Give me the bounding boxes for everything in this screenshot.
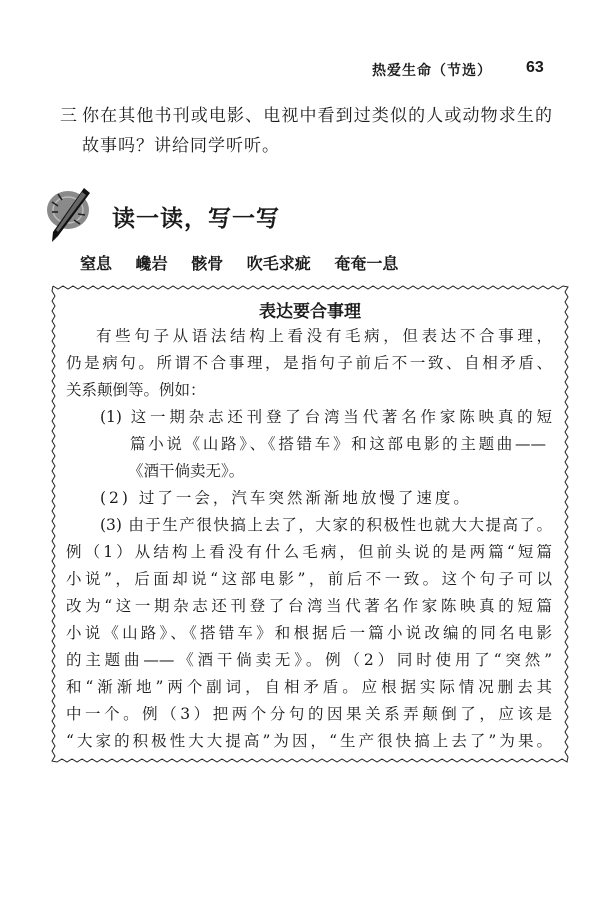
box-text-line: (2) 过了一会，汽车突然渐渐地放慢了速度。 [100, 489, 472, 507]
box-text-line: 关系颠倒等。例如： [66, 381, 206, 399]
vocab-list [80, 251, 416, 274]
box-text-line: 小说《山路》、《搭错车》和根据后一篇小说改编的同名电影 [66, 624, 552, 642]
question-number: 三 [60, 106, 77, 126]
vocab-word: 窒息 [80, 254, 113, 273]
box-text-line: (1) 这一期杂志还刊登了台湾当代著名作家陈映真的短 [100, 408, 552, 426]
page-number: 63 [526, 59, 544, 76]
box-text-line: 小说”，后面却说“这部电影”，前后不一致。这个句子可以 [66, 570, 552, 588]
vocab-word: 奄奄一息 [334, 254, 399, 273]
box-text-line: 有些句子从语法结构上看没有毛病，但表达不合事理， [96, 327, 552, 345]
box-text-line: 例（1）从结构上看没有什么毛病，但前头说的是两篇“短篇 [66, 543, 552, 561]
question-text-line: 故事吗？讲给同学听听。 [82, 136, 280, 156]
vocab-word: 骸骨 [191, 254, 224, 273]
running-title: 热爱生命（节选） [372, 63, 492, 79]
vocab-word: 吹毛求疵 [246, 254, 311, 273]
box-text-line: (3) 由于生产很快搞上去了，大家的积极性也就大大提高了。 [100, 516, 552, 534]
box-text-line: 《酒干倘卖无》。 [128, 462, 245, 480]
box-text-line: 改为“这一期杂志还刊登了台湾当代著名作家陈映真的短篇 [66, 597, 552, 615]
box-text-line: 的主题曲——《酒干倘卖无》。例（2）同时使用了“突然” [66, 651, 552, 669]
box-title: 表达要合事理 [259, 302, 361, 322]
question-text-line: 你在其他书刊或电影、电视中看到过类似的人或动物求生的 [82, 106, 552, 126]
box-text-line: 中一个。例（3）把两个分句的因果关系弄颠倒了，应该是 [66, 705, 552, 723]
box-text-line: 仍是病句。所谓不合事理，是指句子前后不一致、自相矛盾、 [66, 354, 552, 372]
section-title: 读一读，写一写 [112, 206, 280, 232]
vocab-word: 巉岩 [135, 254, 168, 273]
box-text-line: 篇小说《山路》、《搭错车》和这部电影的主题曲—— [130, 435, 546, 453]
box-text-line: 和“渐渐地”两个副词，自相矛盾。应根据实际情况删去其 [66, 678, 552, 696]
box-text-line: “大家的积极性大大提高”为因，“生产很快搞上去了”为果。 [66, 732, 552, 750]
pen-icon [44, 186, 100, 244]
